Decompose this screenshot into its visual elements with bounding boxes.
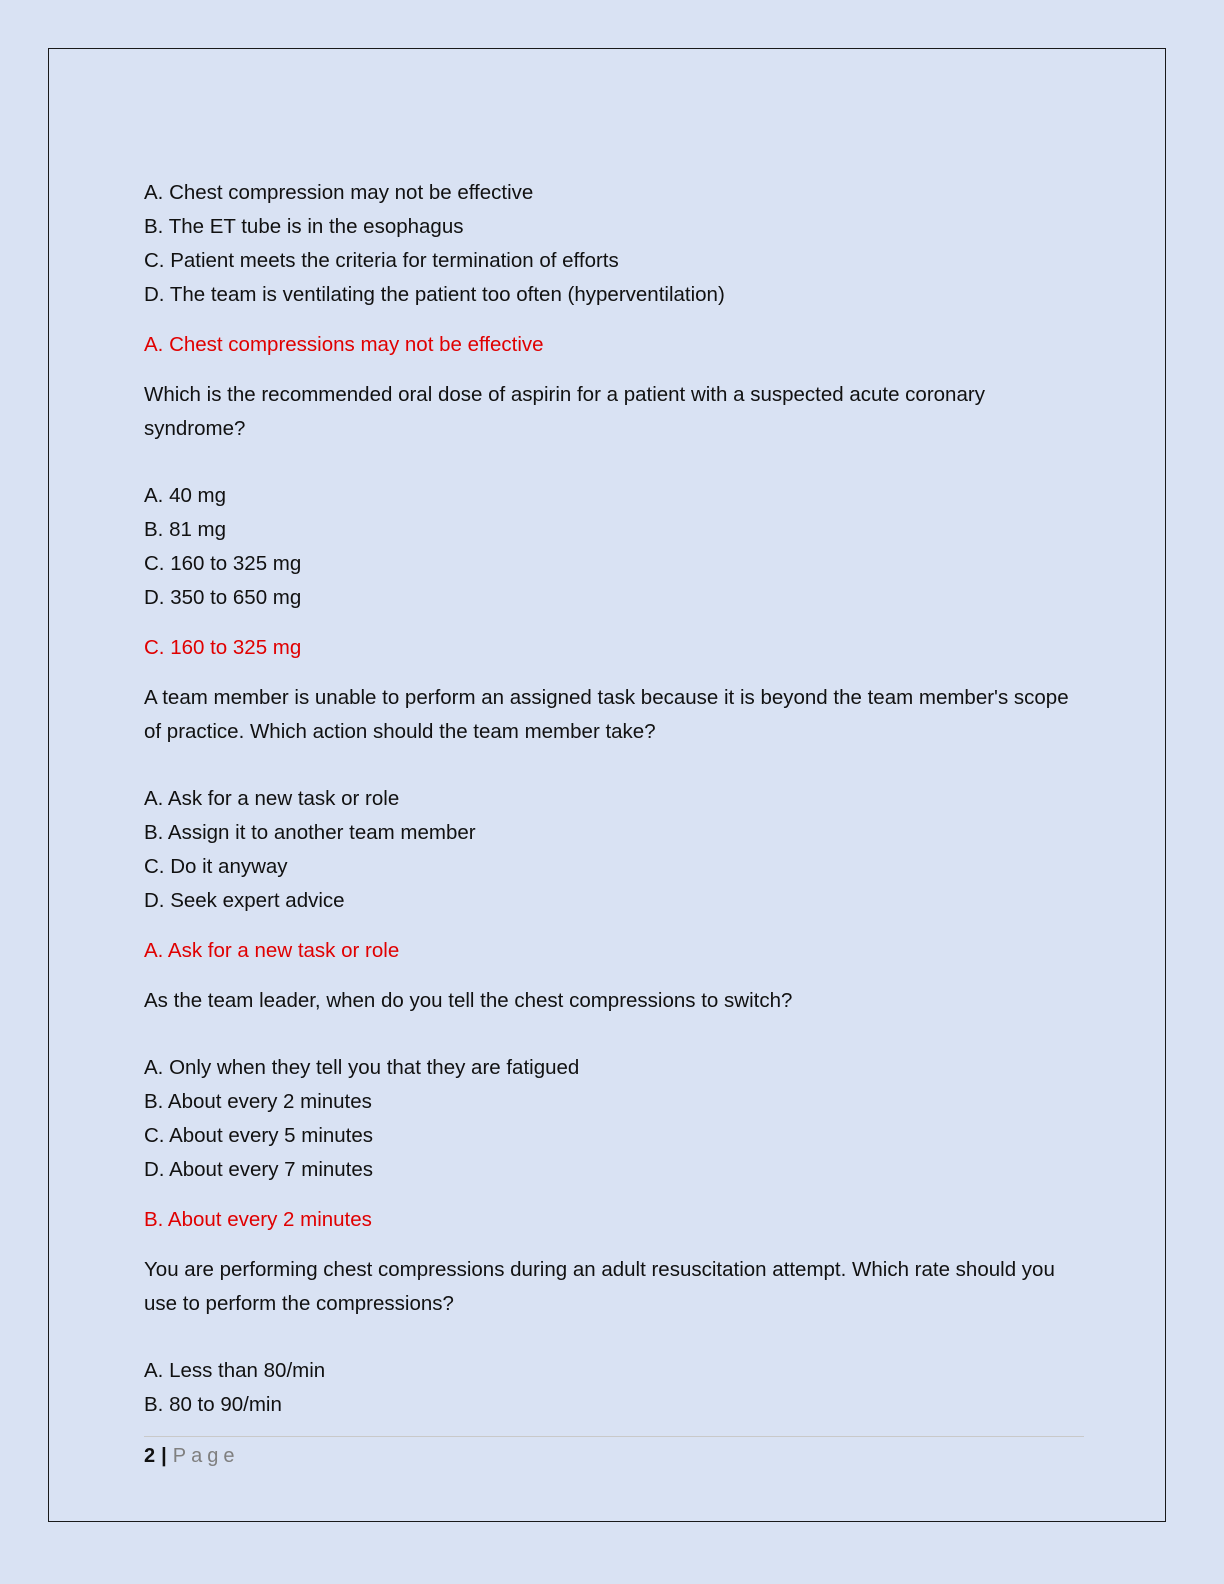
- option: A. Less than 80/min: [144, 1359, 326, 1382]
- answer: A. Chest compressions may not be effective: [144, 333, 544, 356]
- question-block: [144, 681, 1084, 968]
- option: C. Patient meets the criteria for termination of efforts: [144, 249, 619, 272]
- question-block: [144, 176, 1084, 362]
- option: D. About every 7 minutes: [144, 1158, 374, 1181]
- option: B. Assign it to another team member: [144, 821, 476, 844]
- footer-text: [144, 1443, 1084, 1469]
- document-body: [144, 176, 1084, 1422]
- option: B. 80 to 90/min: [144, 1393, 282, 1416]
- option: A. Only when they tell you that they are fatigued: [144, 1056, 580, 1079]
- footer-rule: [144, 1436, 1084, 1437]
- option: D. The team is ventilating the patient too often (hyperventilation): [144, 283, 725, 306]
- option: C. Do it anyway: [144, 855, 288, 878]
- question-block: [144, 378, 1084, 665]
- question: A team member is unable to perform an assigned task because it is beyond the team member's scope of practice. Which action should the team member take?: [144, 686, 1069, 743]
- option: B. About every 2 minutes: [144, 1090, 372, 1113]
- option: B. 81 mg: [144, 518, 227, 541]
- page-label: Page: [172, 1445, 240, 1467]
- question: You are performing chest compressions during an adult resuscitation attempt. Which rate should you use to perform the compressions?: [144, 1258, 1055, 1315]
- answer: B. About every 2 minutes: [144, 1208, 372, 1231]
- footer-separator: |: [161, 1445, 167, 1467]
- page-number: 2: [144, 1445, 156, 1467]
- answer: C. 160 to 325 mg: [144, 636, 302, 659]
- option: D. 350 to 650 mg: [144, 586, 302, 609]
- question: Which is the recommended oral dose of aspirin for a patient with a suspected acute coronary syndrome?: [144, 383, 985, 440]
- option: C. 160 to 325 mg: [144, 552, 302, 575]
- answer: A. Ask for a new task or role: [144, 939, 400, 962]
- option: A. 40 mg: [144, 484, 227, 507]
- question: As the team leader, when do you tell the chest compressions to switch?: [144, 989, 793, 1012]
- option: B. The ET tube is in the esophagus: [144, 215, 464, 238]
- option: A. Ask for a new task or role: [144, 787, 400, 810]
- option: A. Chest compression may not be effective: [144, 181, 534, 204]
- page-footer: [144, 1436, 1084, 1469]
- question-block: [144, 1253, 1084, 1422]
- option: C. About every 5 minutes: [144, 1124, 374, 1147]
- question-block: [144, 984, 1084, 1237]
- option: D. Seek expert advice: [144, 889, 345, 912]
